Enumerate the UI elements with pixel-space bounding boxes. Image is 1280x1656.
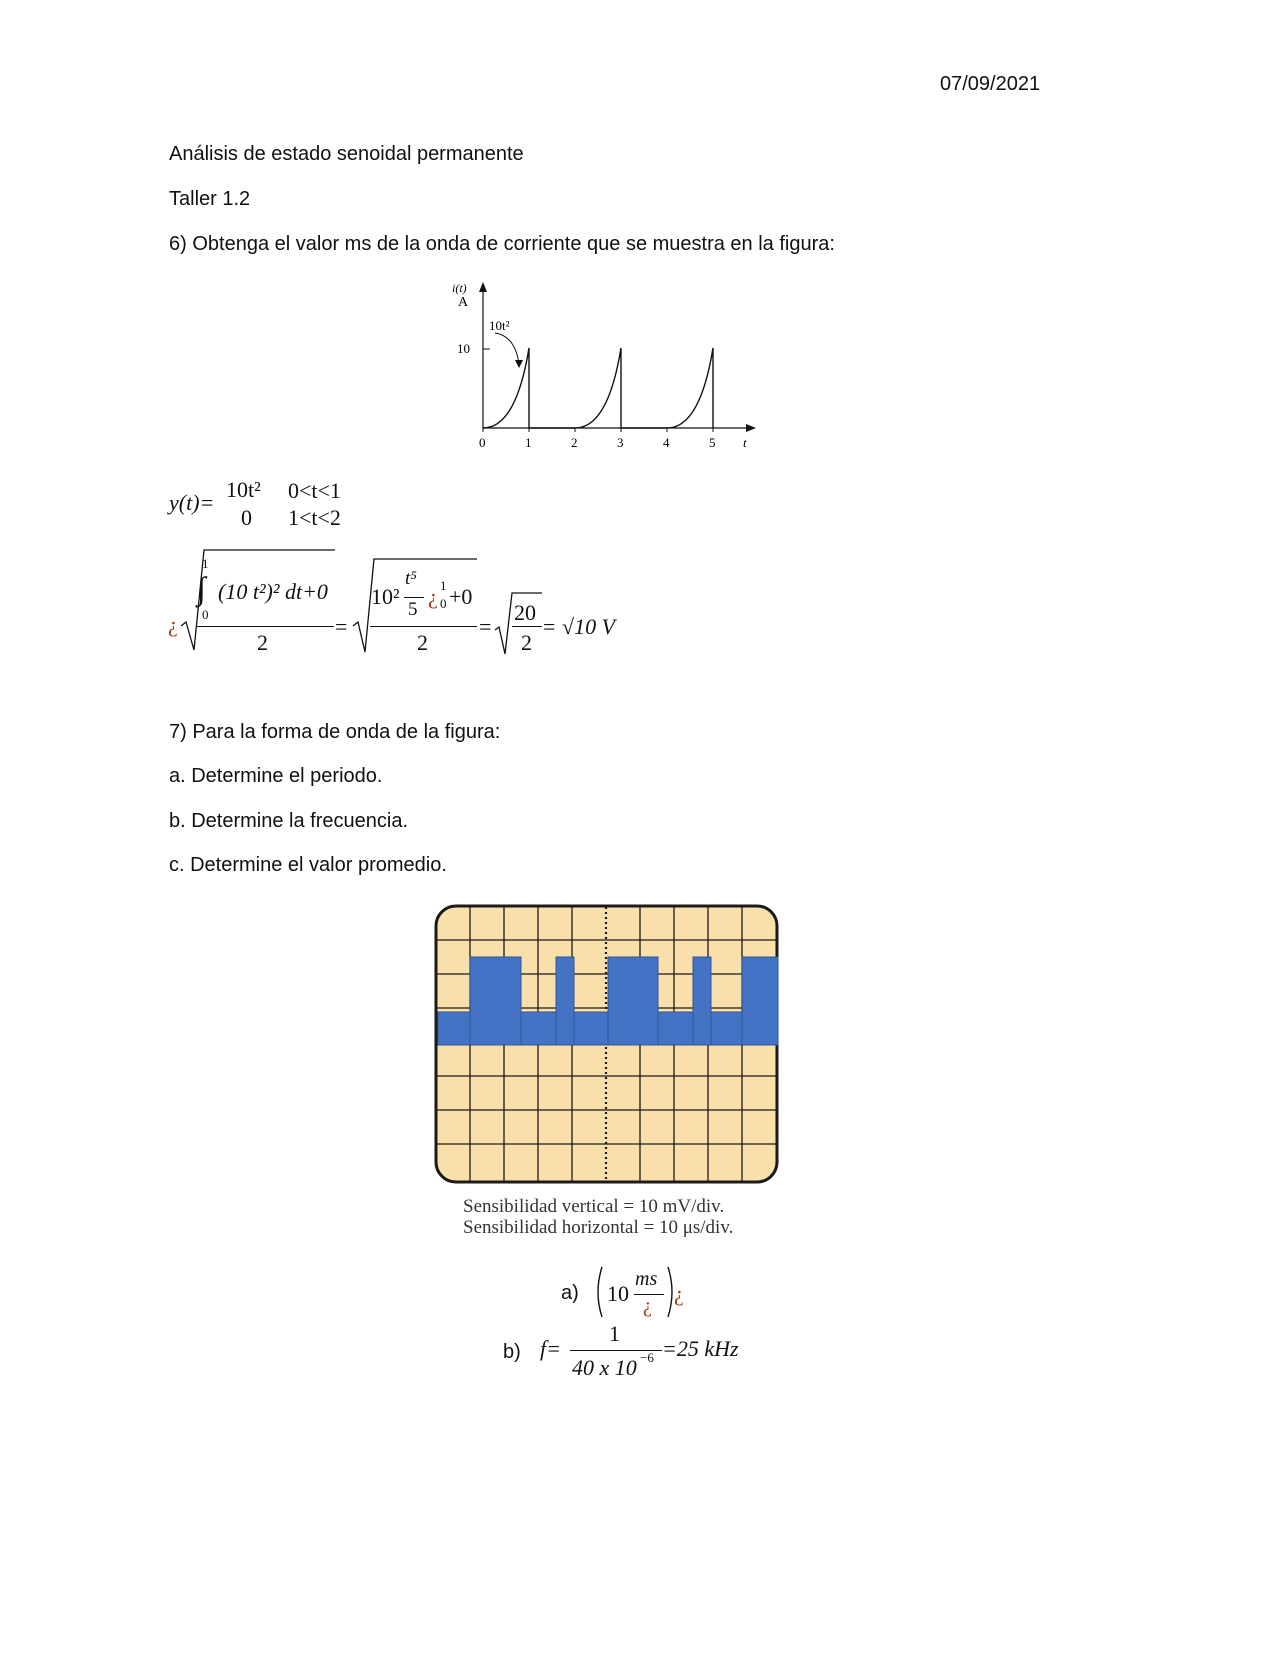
numerator-3: 20 [514, 600, 536, 625]
page-title: Análisis de estado senoidal permanente [169, 143, 524, 165]
x-tick-5: 5 [709, 435, 716, 450]
integral-upper-limit: 1 [202, 556, 209, 571]
equals-3: = [543, 614, 556, 639]
integrand: (10 t²)² dt+0 [218, 579, 328, 604]
piecewise-row2-cond: 1<t<2 [288, 505, 341, 530]
question-7-item-b: b. Determine la frecuencia. [169, 810, 409, 832]
answer-a-number: 10 [607, 1281, 629, 1306]
current-waveform-figure [440, 278, 770, 454]
y-axis-label: i(t) [452, 281, 467, 295]
numerator-2-upper-limit: 1 [440, 578, 447, 593]
scope-caption-horizontal: Sensibilidad horizontal = 10 μs/div. [463, 1217, 734, 1238]
rms-result: √10 V [562, 614, 616, 639]
numerator-2-frac-bar [404, 597, 424, 598]
equals-1: = [335, 614, 348, 639]
page-subtitle: Taller 1.2 [169, 188, 251, 210]
numerator-2-tail: +0 [449, 584, 473, 609]
y-tick-10: 10 [457, 341, 470, 356]
x-tick-0: 0 [479, 435, 486, 450]
numerator-2-coefficient: 10² [371, 584, 400, 609]
piecewise-row2-expr: 0 [241, 505, 252, 530]
x-tick-4: 4 [663, 435, 670, 450]
question-7-prompt: 7) Para la forma de onda de la figura: [169, 721, 501, 743]
piecewise-row1-cond: 0<t<1 [288, 478, 341, 503]
numerator-2-lower-limit: 0 [440, 596, 447, 611]
oscilloscope-figure [432, 902, 784, 1186]
scope-caption-vertical: Sensibilidad vertical = 10 mV/div. [463, 1196, 725, 1217]
question-7-item-a: a. Determine el periodo. [169, 765, 383, 787]
denominator-2: 2 [417, 630, 428, 655]
question-7-item-c: c. Determine el valor promedio. [169, 854, 447, 876]
rms-lead-symbol: ¿ [168, 612, 178, 637]
denominator-3: 2 [521, 630, 532, 655]
question-6-prompt: 6) Obtenga el valor ms de la onda de corriente que se muestra en la figura: [169, 233, 835, 255]
answer-b-lhs: f= [540, 1336, 561, 1361]
numerator-2-unknown-symbol: ¿ [428, 584, 438, 609]
fraction-bar-2 [370, 626, 477, 627]
answer-b-label: b) [503, 1341, 521, 1363]
answer-a-frac-num: ms [635, 1268, 658, 1290]
x-axis-label: t [743, 435, 747, 450]
answer-a-tail: ¿ [674, 1281, 684, 1306]
answer-a-frac-den: ¿ [643, 1295, 652, 1317]
curve-label: 10t² [489, 318, 510, 333]
fraction-bar-1 [196, 626, 334, 627]
x-tick-1: 1 [525, 435, 532, 450]
numerator-2-frac-den: 5 [408, 599, 418, 620]
x-tick-2: 2 [571, 435, 578, 450]
answer-b-result: =25 kHz [662, 1336, 739, 1361]
integral-sign: ∫ [197, 570, 206, 606]
integral-lower-limit: 0 [202, 607, 209, 622]
answer-b-numerator: 1 [609, 1321, 620, 1346]
piecewise-lhs: y(t)= [169, 490, 215, 515]
fraction-bar-3 [512, 626, 542, 627]
numerator-2-frac-num: t⁵ [405, 568, 417, 589]
piecewise-row1-expr: 10t² [226, 477, 261, 502]
y-axis-unit: A [458, 295, 469, 310]
answer-a-label: a) [561, 1282, 579, 1304]
answer-b-denominator-exponent: −6 [640, 1350, 654, 1365]
denominator-1: 2 [257, 630, 268, 655]
date: 07/09/2021 [940, 73, 1041, 95]
x-tick-3: 3 [617, 435, 624, 450]
equals-2: = [479, 614, 492, 639]
answer-b-denominator: 40 x 10 [572, 1355, 637, 1380]
